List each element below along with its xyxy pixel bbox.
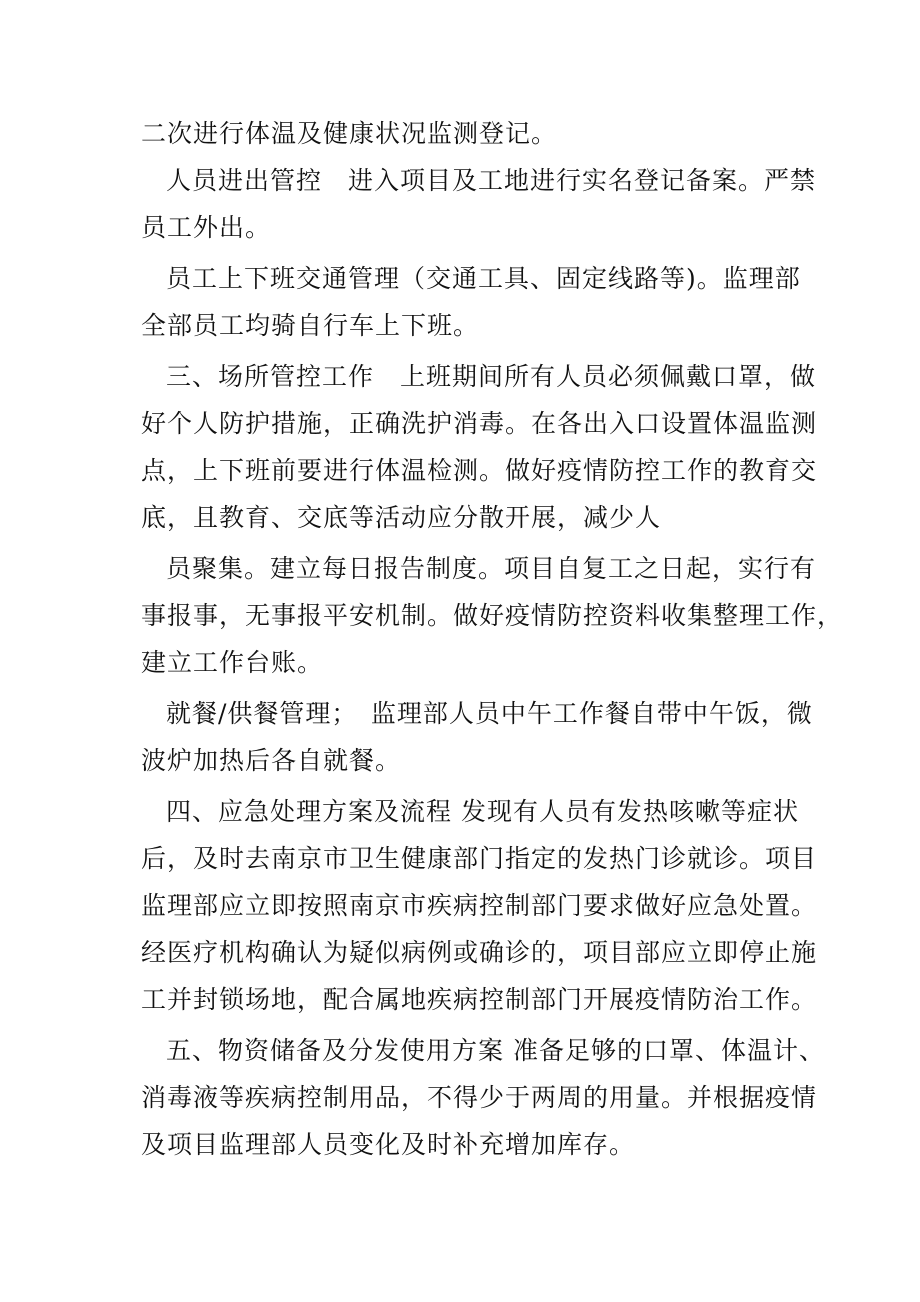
text-line: 点，上下班前要进行体温检测。做好疫情防控工作的教育交 [141,456,818,485]
text-line: 及项目监理部人员变化及时补充增加库存。 [141,1130,636,1159]
text-line: 三、场所管控工作 上班期间所有人员必须佩戴口罩，做 [166,362,817,391]
text-line: 全部员工均骑自行车上下班。 [141,311,480,340]
text-line: 就餐/供餐管理； 监理部人员中午工作餐自带中午饭，微 [166,699,813,728]
text-line: 消毒液等疾病控制用品，不得少于两周的用量。并根据疫情 [141,1083,818,1112]
text-line: 后，及时去南京市卫生健康部门指定的发热门诊就诊。项目 [141,844,818,873]
text-line: 人员进出管控 进入项目及工地进行实名登记备案。严禁 [166,166,817,195]
text-line: 员工外出。 [141,213,272,242]
text-line: 五、物资储备及分发使用方案 准备足够的口罩、体温计、 [166,1036,825,1065]
text-line: 员聚集。建立每日报告制度。项目自复工之日起，实行有 [166,554,817,583]
text-line: 四、应急处理方案及流程 发现有人员有发热咳嗽等症状 [166,797,799,826]
text-line: 底，且教育、交底等活动应分散开展，减少人 [141,503,662,532]
text-line: 建立工作台账。 [141,648,324,677]
text-line: 事报事，无事报平安机制。做好疫情防控资料收集整理工作， [141,601,844,630]
text-line: 二次进行体温及健康状况监测登记。 [141,119,558,148]
text-line: 员工上下班交通管理（交通工具、固定线路等)。监理部 [166,264,801,293]
text-line: 好个人防护措施，正确洗护消毒。在各出入口设置体温监测 [141,409,818,438]
text-line: 经医疗机构确认为疑似病例或确诊的，项目部应立即停止施 [141,938,818,967]
text-line: 监理部应立即按照南京市疾病控制部门要求做好应急处置。 [141,891,818,920]
text-line: 波炉加热后各自就餐。 [141,746,402,775]
text-line: 工并封锁场地，配合属地疾病控制部门开展疫情防治工作。 [141,985,818,1014]
